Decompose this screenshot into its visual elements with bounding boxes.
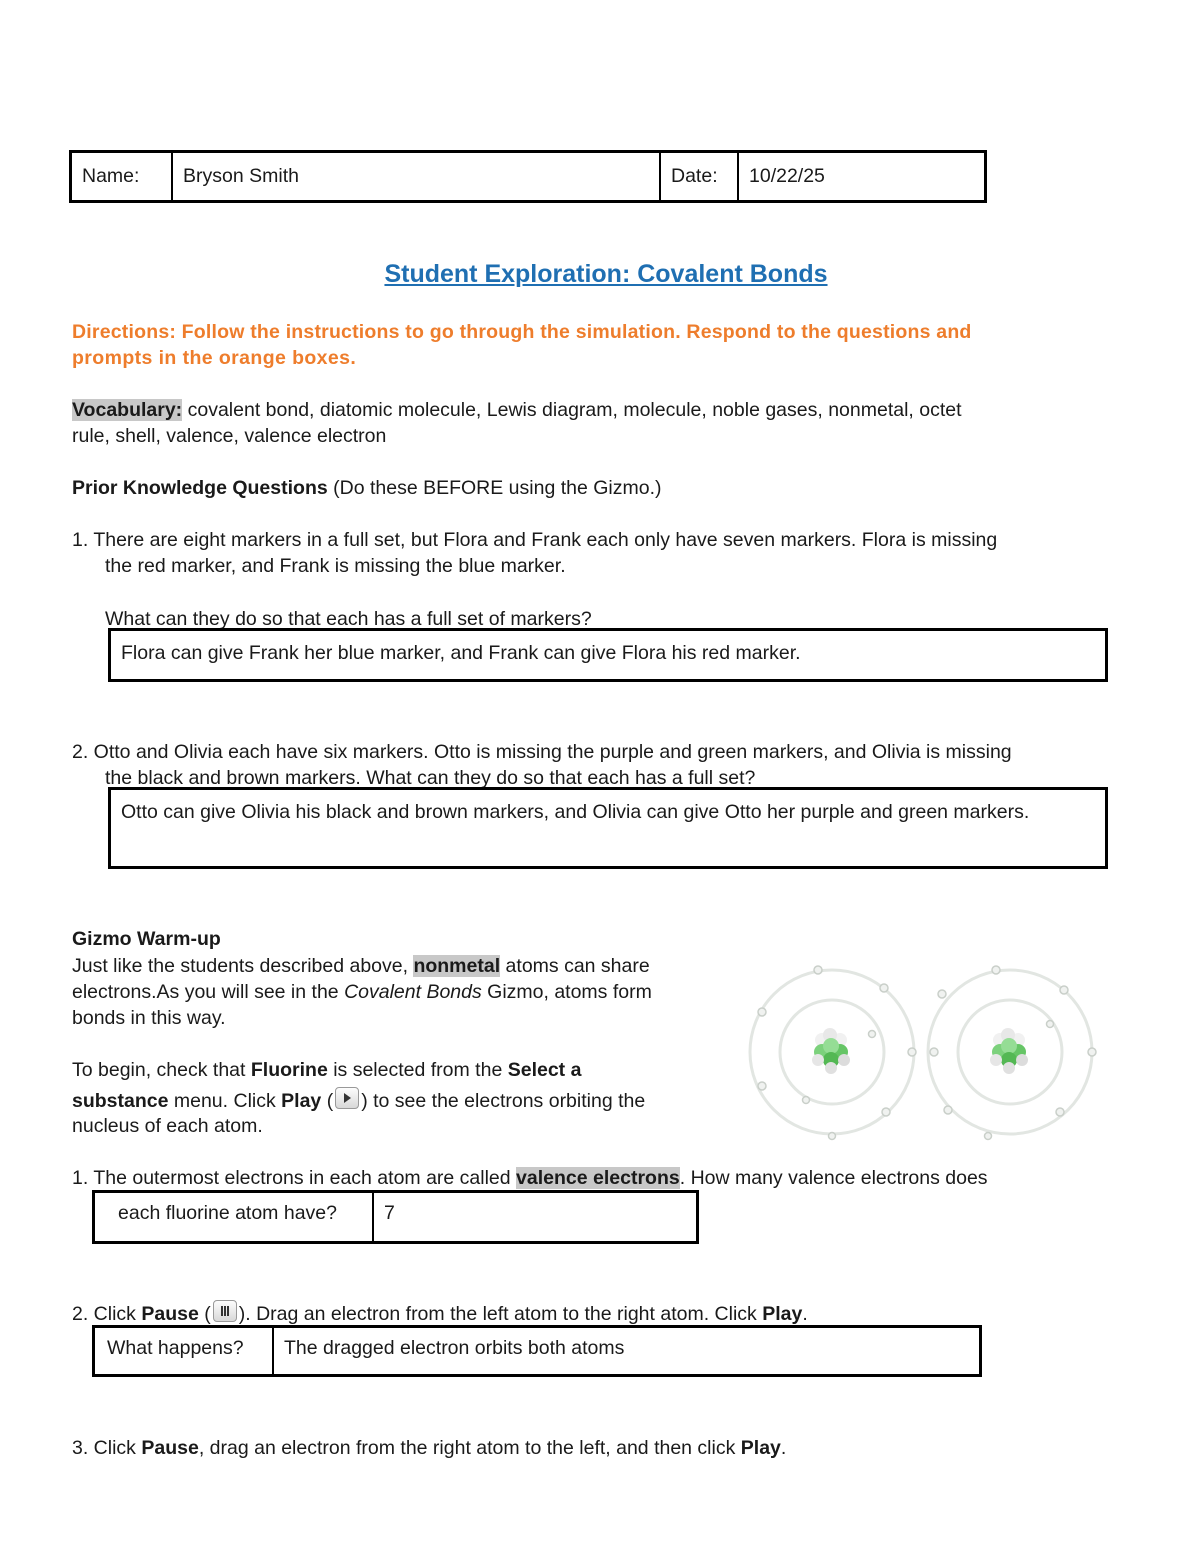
warmup-q3-text-a: 3. Click bbox=[72, 1437, 142, 1459]
pause-bold-2: Pause bbox=[141, 1437, 199, 1459]
pk-q1-line-2: the red marker, and Frank is missing the blue marker. bbox=[105, 555, 566, 577]
pk-q2-answer-box[interactable]: Otto can give Olivia his black and brown markers, and Olivia can give Otto her purple and green markers. bbox=[108, 787, 1108, 869]
warmup-p1-text-a: Just like the students described above, bbox=[72, 955, 414, 977]
warmup-q1-prompt: each fluorine atom have? bbox=[95, 1193, 374, 1241]
warmup-q1-text-a: 1. The outermost electrons in each atom are called bbox=[72, 1167, 517, 1189]
warmup-p2-line-2 bbox=[72, 1087, 645, 1114]
warmup-q2-text-c: ). Drag an electron from the left atom to the right atom. Click bbox=[238, 1303, 763, 1325]
name-label: Name: bbox=[72, 153, 173, 200]
prior-knowledge-note: (Do these BEFORE using the Gizmo.) bbox=[327, 477, 662, 499]
name-field[interactable]: Bryson Smith bbox=[173, 153, 661, 200]
warmup-q1-line bbox=[72, 1165, 988, 1191]
warmup-q2-table bbox=[92, 1325, 982, 1377]
warmup-p1-text-c: electrons.As you will see in the bbox=[72, 981, 345, 1003]
warmup-p2-text-b: is selected from the bbox=[327, 1059, 508, 1081]
warmup-p2-text-a: To begin, check that bbox=[72, 1059, 251, 1081]
pause-icon bbox=[213, 1300, 237, 1322]
page-title: Student Exploration: Covalent Bonds bbox=[384, 260, 828, 288]
vocabulary-terms-1: covalent bond, diatomic molecule, Lewis diagram, molecule, noble gases, nonmetal, octet bbox=[182, 399, 962, 421]
directions-line-2: prompts in the orange boxes. bbox=[72, 347, 357, 369]
warmup-heading: Gizmo Warm-up bbox=[72, 928, 221, 950]
right-atom bbox=[928, 966, 1096, 1140]
pk-q2-line-2: the black and brown markers. What can they do so that each has a full set? bbox=[105, 767, 756, 789]
pk-q2-line-1: 2. Otto and Olivia each have six markers. Otto is missing the purple and green markers, and Olivia is missing bbox=[72, 741, 1012, 763]
vocabulary-line-1 bbox=[72, 397, 962, 423]
nonmetal-highlight: nonmetal bbox=[413, 955, 501, 977]
fluorine-bold: Fluorine bbox=[250, 1059, 328, 1081]
warmup-q2-text-b: ( bbox=[198, 1303, 211, 1325]
pk-q1-answer-box[interactable]: Flora can give Frank her blue marker, and Frank can give Flora his red marker. bbox=[108, 628, 1108, 682]
play-bold-3: Play bbox=[740, 1437, 781, 1459]
warmup-q1-answer[interactable]: 7 bbox=[384, 1202, 395, 1224]
warmup-p1-text-b: atoms can share bbox=[500, 955, 650, 977]
substance-bold: substance bbox=[72, 1090, 169, 1112]
play-bold: Play bbox=[281, 1090, 322, 1112]
warmup-q2-prompt: What happens? bbox=[95, 1328, 274, 1374]
select-a-bold: Select a bbox=[507, 1059, 582, 1081]
warmup-p2-text-e: ) to see the electrons orbiting the bbox=[361, 1090, 646, 1112]
play-icon bbox=[335, 1087, 359, 1109]
warmup-p1-text-d: Gizmo, atoms form bbox=[481, 981, 652, 1003]
directions-line-1: Directions: Follow the instructions to go through the simulation. Respond to the questions and bbox=[72, 321, 972, 343]
valence-electrons-highlight: valence electrons bbox=[516, 1167, 680, 1189]
fluorine-atoms-illustration bbox=[748, 960, 1104, 1145]
play-bold-2: Play bbox=[762, 1303, 803, 1325]
date-field[interactable]: 10/22/25 bbox=[749, 165, 825, 187]
warmup-q3-text-b: , drag an electron from the right atom to the left, and then click bbox=[198, 1437, 741, 1459]
pk-q1-line-1: 1. There are eight markers in a full set, but Flora and Frank each only have seven markers. Flora is missing bbox=[72, 529, 998, 551]
warmup-p1-line-1 bbox=[72, 953, 650, 979]
warmup-p2-line-3: nucleus of each atom. bbox=[72, 1115, 263, 1137]
pause-bold: Pause bbox=[141, 1303, 199, 1325]
warmup-p2-line-1 bbox=[72, 1057, 581, 1083]
covalent-bonds-italic: Covalent Bonds bbox=[344, 981, 482, 1003]
warmup-q2-line bbox=[72, 1300, 808, 1327]
warmup-p2-text-c: menu. Click bbox=[168, 1090, 282, 1112]
vocabulary-label: Vocabulary: bbox=[72, 399, 183, 421]
warmup-p1-line-3: bonds in this way. bbox=[72, 1007, 226, 1029]
warmup-q3-text-c: . bbox=[780, 1437, 787, 1459]
warmup-p1-line-2 bbox=[72, 979, 652, 1005]
warmup-q1-text-b: . How many valence electrons does bbox=[679, 1167, 988, 1189]
warmup-q1-table bbox=[92, 1190, 699, 1244]
date-label: Date: bbox=[661, 153, 739, 200]
warmup-q3-line bbox=[72, 1435, 786, 1461]
warmup-q2-text-d: . bbox=[802, 1303, 808, 1325]
header-table bbox=[69, 150, 987, 203]
warmup-q2-answer[interactable]: The dragged electron orbits both atoms bbox=[284, 1337, 625, 1359]
prior-knowledge-heading bbox=[72, 475, 662, 501]
vocabulary-line-2: rule, shell, valence, valence electron bbox=[72, 425, 387, 447]
prior-knowledge-title: Prior Knowledge Questions bbox=[72, 477, 328, 499]
pk-q1-prompt: What can they do so that each has a full set of markers? bbox=[105, 608, 592, 630]
warmup-q2-text-a: 2. Click bbox=[72, 1303, 142, 1325]
warmup-p2-text-d: ( bbox=[321, 1090, 334, 1112]
left-atom bbox=[750, 966, 916, 1140]
